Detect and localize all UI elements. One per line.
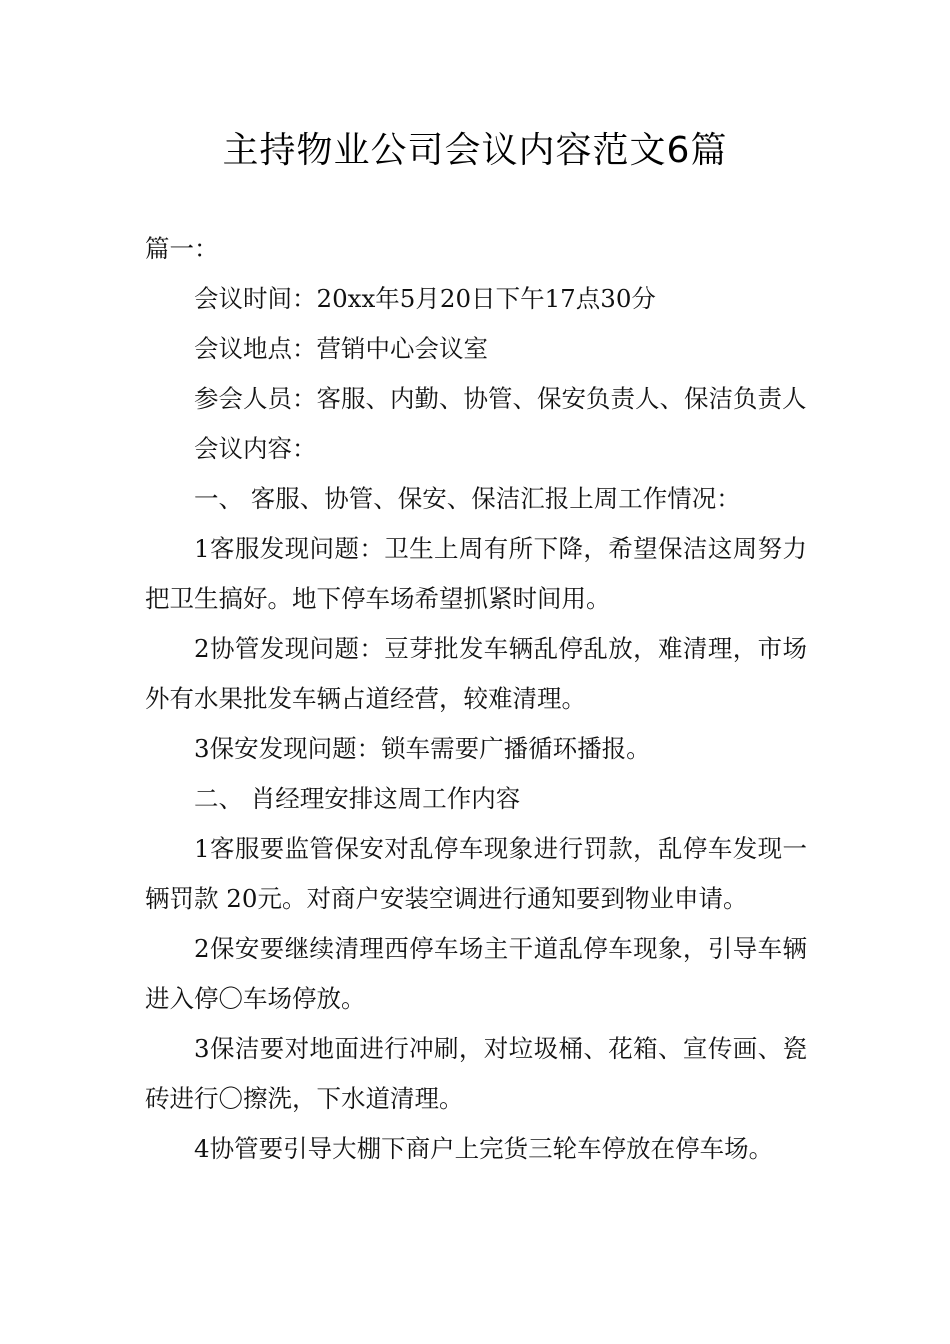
paragraph: 2协管发现问题：豆芽批发车辆乱停乱放，难清理，市场外有水果批发车辆占道经营，较难清理。 [145,634,807,713]
paragraph: 3保洁要对地面进行冲刷，对垃圾桶、花箱、宣传画、瓷砖进行〇擦洗，下水道清理。 [145,1034,807,1113]
section-heading: 篇一： [145,234,219,263]
paragraph: 1客服发现问题：卫生上周有所下降，希望保洁这周努力把卫生搞好。地下停车场希望抓紧时间用。 [145,534,807,613]
paragraph: 1客服要监管保安对乱停车现象进行罚款，乱停车发现一辆罚款 20元。对商户安装空调进行通知要到物业申请。 [145,834,807,913]
agenda-item-1: 一、 客服、协管、保安、保洁汇报上周工作情况： [194,484,741,513]
paragraph: 3保安发现问题：锁车需要广播循环播报。 [194,734,651,763]
meeting-content-label: 会议内容： [194,434,317,463]
paragraph: 4协管要引导大棚下商户上完货三轮车停放在停车场。 [194,1134,774,1163]
meeting-time: 会议时间：20xx年5月20日下午17点30分 [194,284,656,313]
document-body [145,224,807,1174]
meeting-location: 会议地点：营销中心会议室 [194,334,488,363]
document-title: 主持物业公司会议内容范文6篇 [222,130,728,171]
paragraph: 2保安要继续清理西停车场主干道乱停车现象，引导车辆进入停〇车场停放。 [145,934,807,1013]
attendees: 参会人员：客服、内勤、协管、保安负责人、保洁负责人 [194,384,807,413]
agenda-item-2: 二、 肖经理安排这周工作内容 [194,784,521,813]
